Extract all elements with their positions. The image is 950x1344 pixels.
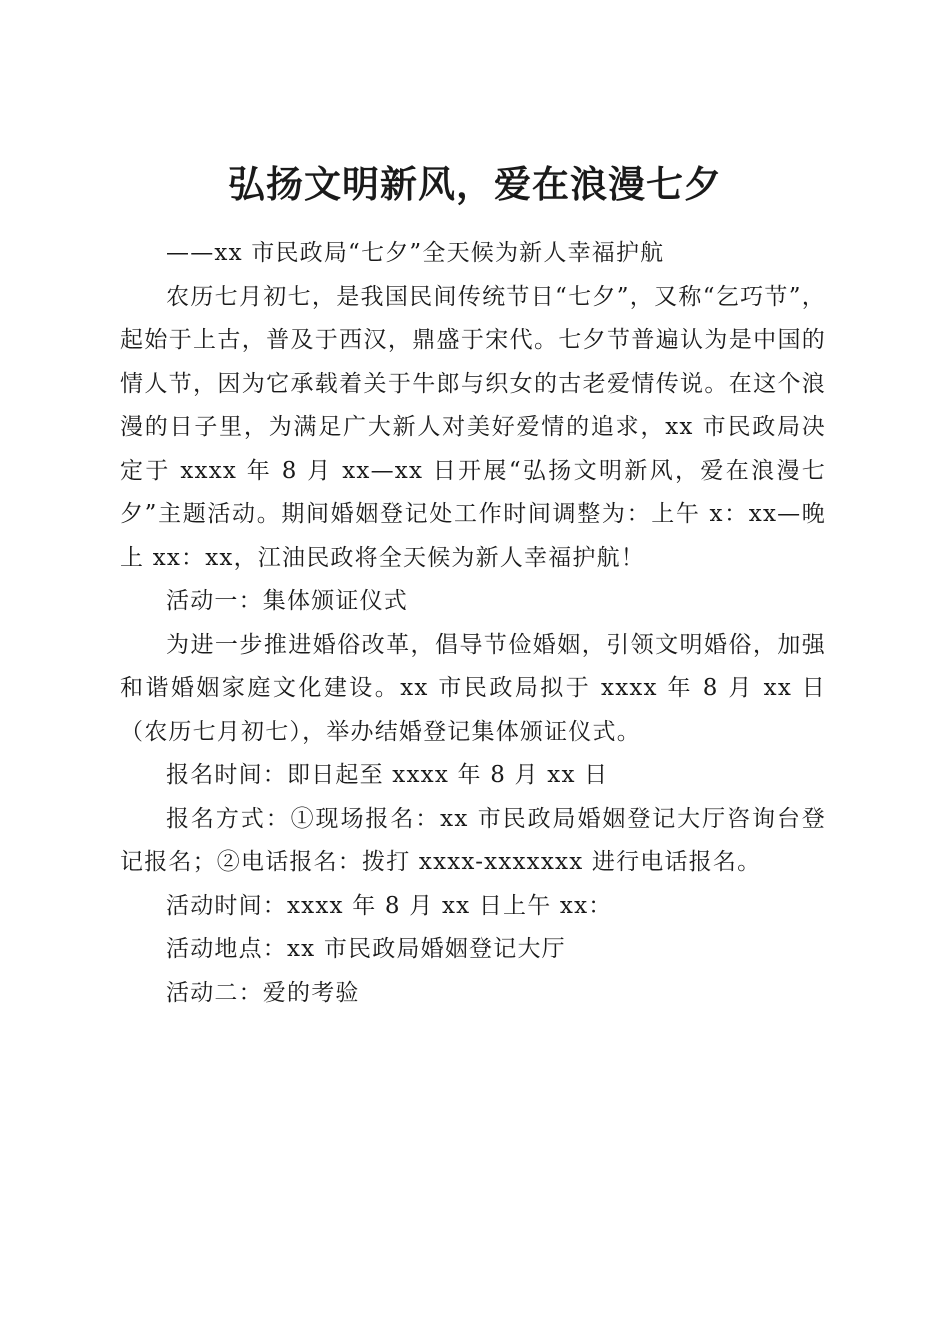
activity-location: 活动地点：xx 市民政局婚姻登记大厅 <box>166 936 566 962</box>
activity-time: 活动时间：xxxx 年 8 月 xx 日上午 xx： <box>166 892 613 919</box>
document-title: 弘扬文明新风，爱在浪漫七夕 <box>228 162 722 206</box>
subtitle: ——xx 市民政局“七夕”全天候为新人幸福护航 <box>166 240 665 266</box>
intro-paragraph: 农历七月初七，是我国民间传统节日“七夕”，又称“乞巧节”，起始于上古，普及于西汉，鼎盛于宋代。七夕节普遍认为是中国的情人节，因为它承载着关于牛郎与织女的古老爱情传说。在这个浪漫的日子里，为满足广大新人对美好爱情的追求，xx 市民政局决定于 xxxx 年 8 月 xx—xx 日开展“弘扬文明新风，爱在浪漫七夕”主题活动。期间婚姻登记处工作时间调整为：上午 x：xx—晚上 xx：xx，江油民政将全天候为新人幸福护航！ <box>120 283 826 571</box>
registration-time: 报名时间：即日起至 xxxx 年 8 月 xx 日 <box>166 762 609 788</box>
document-body <box>120 232 826 1015</box>
registration-method: 报名方式：①现场报名：xx 市民政局婚姻登记大厅咨询台登记报名；②电话报名：拨打 xxxx-xxxxxxx 进行电话报名。 <box>120 805 826 875</box>
activity-two-heading: 活动二：爱的考验 <box>166 979 360 1006</box>
activity-one-heading: 活动一：集体颁证仪式 <box>166 588 408 614</box>
activity-one-paragraph: 为进一步推进婚俗改革，倡导节俭婚姻，引领文明婚俗，加强和谐婚姻家庭文化建设。xx 市民政局拟于 xxxx 年 8 月 xx 日（农历七月初七），举办结婚登记集体颁证仪式。 <box>120 631 826 745</box>
